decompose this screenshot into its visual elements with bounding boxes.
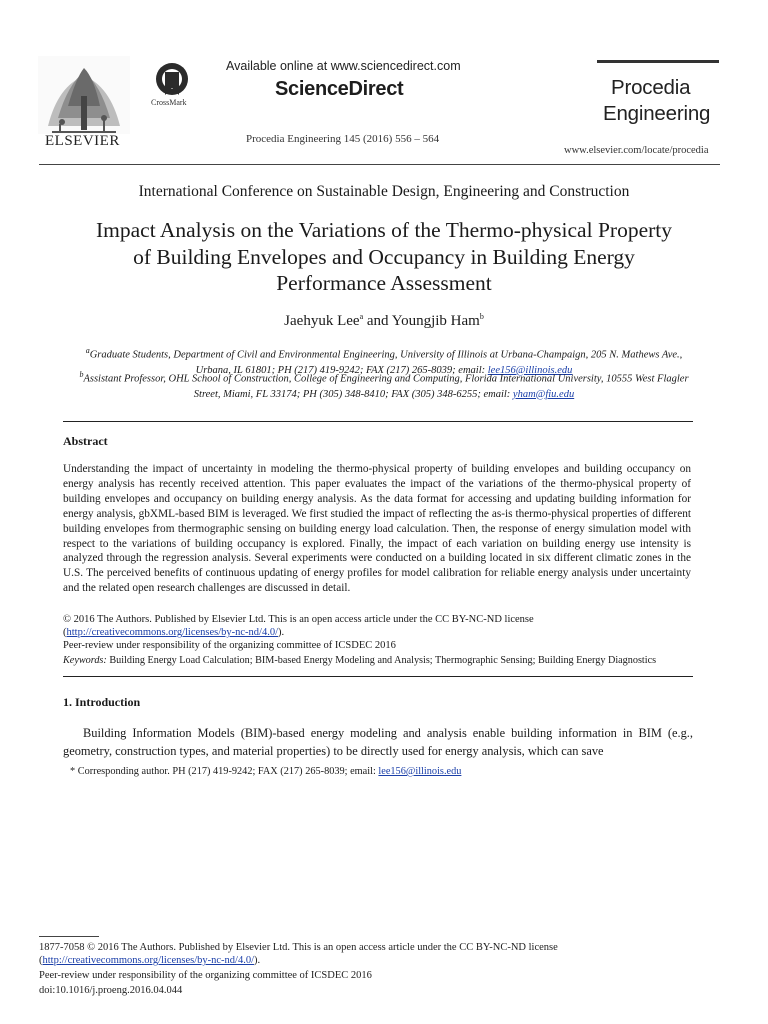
footer-peer-review: Peer-review under responsibility of the organizing committee of ICSDEC 2016 <box>39 970 372 981</box>
footer-doi[interactable]: doi:10.1016/j.proeng.2016.04.044 <box>39 985 183 996</box>
corresponding-author-footnote <box>70 766 461 777</box>
affiliation-text: Street, Miami, FL 33174; PH (305) 348-8410; FAX (305) 348-6255; email: <box>193 388 513 400</box>
sciencedirect-logo[interactable]: ScienceDirect <box>275 78 404 100</box>
section-heading: 1. Introduction <box>63 695 141 709</box>
affiliation-marker: a <box>359 312 364 321</box>
author-name: Jaehyuk Lee <box>284 313 360 329</box>
header-divider <box>39 164 720 165</box>
footer-issn: 1877-7058 © 2016 The Authors. Published by Elsevier Ltd. This is an open access article under the CC BY-NC-ND license <box>39 942 558 953</box>
journal-reference: Procedia Engineering 145 (2016) 556 – 564 <box>246 133 440 145</box>
introduction-body: Building Information Models (BIM)-based energy modeling and analysis enable building information in BIM (e.g., geometry, construction types, and material properties) to be directly used for energy analysis, which can save <box>63 726 693 758</box>
footnote-text: * Corresponding author. PH (217) 419-9242; FAX (217) 265-8039; email: <box>70 766 379 777</box>
journal-title-line-2: Engineering <box>603 102 711 125</box>
abstract-top-rule <box>63 421 693 422</box>
crossmark-label: CrossMark <box>151 98 187 107</box>
affiliation-text: Assistant Professor, OHL School of Construction, College of Engineering and Computing, Florida International University, 10555 West Flagler <box>83 373 689 385</box>
license-url[interactable]: http://creativecommons.org/licenses/by-nc-nd/4.0/ <box>66 627 279 638</box>
license-link[interactable]: (http://creativecommons.org/licenses/by-nc-nd/4.0/). <box>63 627 285 638</box>
affiliation-text: Urbana, IL 61801; PH (217) 419-9242; FAX (217) 265-8039; email: <box>195 364 488 376</box>
peer-review-notice: Peer-review under responsibility of the organizing committee of ICSDEC 2016 <box>63 640 396 651</box>
paper-title-line: Performance Assessment <box>276 271 492 295</box>
abstract-bottom-rule <box>63 676 693 677</box>
abstract-body: Understanding the impact of uncertainty in modeling the thermo-physical property of building envelopes and building occupancy on energy analysis has recently received attention. This paper evaluates the impact of the variations of the thermo-physical property of building envelopes and occupancy on building energy analysis. As the data format for accessing and updating building information for energy analysis, gbXML-based BIM is leveraged. We first studied the impact of reflecting the as-is thermo-physical properties of different building envelopes from thermographic sensing on building energy load calculation. Then, the response of energy simulation model with respect to the variations of building occupancy is explored. Finally, the impact of each variation on building energy use intensity is analyzed through the regression analysis. Several experiments were conducted on a building located in six different climatic zones in the U.S. The perceived benefits of continuous updating of energy profiles for model calibration for reliable energy analysis under uncertainty and the related open research challenges are discussed in detail. <box>63 463 691 595</box>
keywords-label: Keywords: <box>63 655 107 666</box>
paper-title-line: Impact Analysis on the Variations of the Thermo-physical Property <box>95 218 672 242</box>
publisher-name: ELSEVIER <box>45 133 120 149</box>
keywords-list: Building Energy Load Calculation; BIM-based Energy Modeling and Analysis; Thermographic Sensing; Building Energy Diagnostics <box>106 655 657 666</box>
paper-title-line: of Building Envelopes and Occupancy in Building Energy <box>133 244 635 269</box>
affiliation-text: Graduate Students, Department of Civil and Environmental Engineering, University of Illinois at Urbana-Champaign, 205 N. Mathews Ave., <box>89 349 683 361</box>
journal-title-line-1: Procedia <box>611 76 691 99</box>
journal-title-rule <box>597 60 719 63</box>
email-link[interactable]: lee156@illinois.edu <box>378 766 462 777</box>
email-link[interactable]: yham@fiu.edu <box>512 388 575 400</box>
affiliation-b <box>60 364 708 402</box>
footer-license-url[interactable]: http://creativecommons.org/licenses/by-nc-nd/4.0/ <box>42 955 255 966</box>
keywords <box>63 654 703 667</box>
footer-license[interactable]: (http://creativecommons.org/licenses/by-nc-nd/4.0/). <box>39 955 261 966</box>
paper-title <box>40 217 728 297</box>
footer-rule <box>39 936 99 937</box>
author-conjunction: and <box>363 313 392 329</box>
author-list <box>0 312 768 330</box>
affiliation-marker: a <box>85 346 90 355</box>
conference-name: International Conference on Sustainable Design, Engineering and Construction <box>138 183 630 200</box>
abstract-heading: Abstract <box>63 434 108 448</box>
author-name: Youngjib Ham <box>391 313 480 329</box>
affiliation-marker: b <box>479 312 484 321</box>
available-online-text: Available online at www.sciencedirect.com <box>226 59 461 73</box>
copyright-notice: © 2016 The Authors. Published by Elsevier Ltd. This is an open access article under the CC BY-NC-ND license <box>63 614 534 625</box>
affiliation-marker: b <box>79 370 84 379</box>
journal-url-link[interactable]: www.elsevier.com/locate/procedia <box>564 145 709 156</box>
email-link[interactable]: lee156@illinois.edu <box>487 364 573 376</box>
